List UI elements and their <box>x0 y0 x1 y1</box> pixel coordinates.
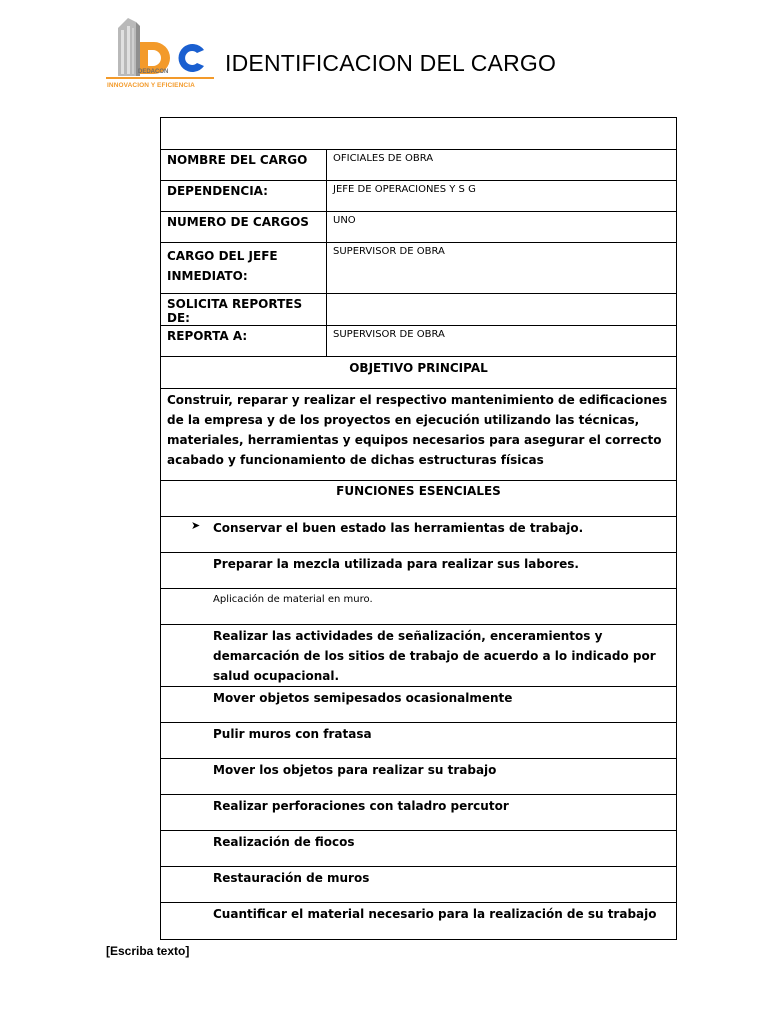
list-item <box>161 687 677 723</box>
function-text: Conservar el buen estado las herramientas de trabajo. <box>213 521 584 535</box>
function-text: Mover objetos semipesados ocasionalmente <box>213 691 513 705</box>
function-text: Cuantificar el material necesario para la realización de su trabajo <box>213 907 657 921</box>
field-row <box>161 212 677 243</box>
function-text: Realización de fiocos <box>213 835 355 849</box>
field-row <box>161 181 677 212</box>
field-label: SOLICITA REPORTES DE: <box>161 294 327 326</box>
field-label: NOMBRE DEL CARGO <box>161 150 327 181</box>
objetivo-heading-row <box>161 357 677 389</box>
funciones-heading: FUNCIONES ESENCIALES <box>161 481 677 517</box>
field-value: SUPERVISOR DE OBRA <box>327 326 677 357</box>
field-row <box>161 294 677 326</box>
document-title: IDENTIFICACION DEL CARGO <box>225 50 557 76</box>
field-value: SUPERVISOR DE OBRA <box>327 243 677 294</box>
function-text: Restauración de muros <box>213 871 370 885</box>
list-item <box>161 903 677 940</box>
field-label: NUMERO DE CARGOS <box>161 212 327 243</box>
objetivo-heading: OBJETIVO PRINCIPAL <box>161 357 677 389</box>
field-label: CARGO DEL JEFE INMEDIATO: <box>161 243 327 294</box>
footer-placeholder-text[interactable]: [Escriba texto] <box>106 944 190 958</box>
table-blank-header-row <box>161 118 677 150</box>
field-label: REPORTA A: <box>161 326 327 357</box>
job-identification-table <box>160 117 677 940</box>
objetivo-text-row <box>161 389 677 481</box>
field-value <box>327 294 677 326</box>
list-item <box>161 625 677 687</box>
field-label: DEPENDENCIA: <box>161 181 327 212</box>
function-text: Realizar las actividades de señalización, enceramientos y demarcación de los sitios de trabajo de acuerdo a lo indicado por salud ocupacional. <box>213 629 656 683</box>
list-item <box>161 589 677 625</box>
list-item <box>161 867 677 903</box>
list-item <box>161 553 677 589</box>
list-item <box>161 723 677 759</box>
field-row <box>161 243 677 294</box>
objetivo-text: Construir, reparar y realizar el respectivo mantenimiento de edificaciones de la empresa y de los proyectos en ejecución utilizando las técnicas, materiales, herramientas y equipos necesarios para asegurar el correcto acabado y funcionamiento de dichas estructuras físicas <box>161 389 677 481</box>
logo-brand: DEDACON <box>138 69 169 75</box>
list-item <box>161 517 677 553</box>
funciones-heading-row <box>161 481 677 517</box>
list-item <box>161 795 677 831</box>
function-text: Preparar la mezcla utilizada para realizar sus labores. <box>213 557 579 571</box>
field-value: UNO <box>327 212 677 243</box>
function-text: Mover los objetos para realizar su trabajo <box>213 763 497 777</box>
logo-tagline: INNOVACION Y EFICIENCIA <box>107 82 195 89</box>
field-row <box>161 150 677 181</box>
arrow-bullet-icon: ➤ <box>191 519 201 532</box>
field-row <box>161 326 677 357</box>
list-item <box>161 831 677 867</box>
function-text: Aplicación de material en muro. <box>213 594 373 605</box>
field-value: OFICIALES DE OBRA <box>327 150 677 181</box>
list-item <box>161 759 677 795</box>
field-value: JEFE DE OPERACIONES Y S G <box>327 181 677 212</box>
function-text: Pulir muros con fratasa <box>213 727 372 741</box>
function-text: Realizar perforaciones con taladro percutor <box>213 799 509 813</box>
